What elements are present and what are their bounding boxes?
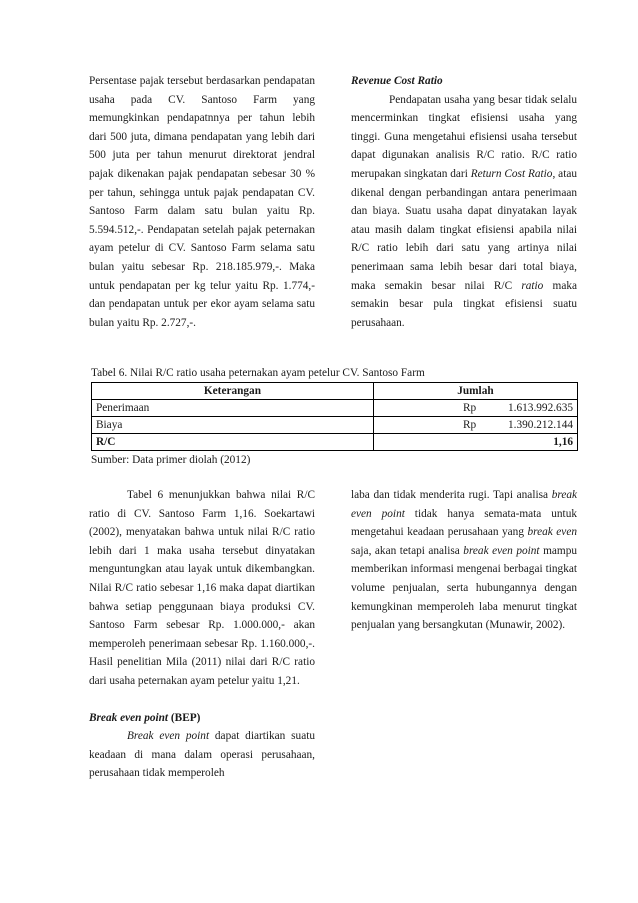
- bep-text: dapat diartikan suatu keadaan di mana dalam operasi perusahaan, perusahaan tidak memperoleh: [89, 730, 315, 780]
- tax-paragraph: Persentase pajak tersebut berdasarkan pendapatan usaha pada CV. Santoso Farm yang memungkinkan pendapatnnya per tahun lebih dari 500 juta, dimana pendapatan yang lebih dari 500 juta per tahun menurut direktorat jendral pajak dikenakan pajak pendapatan sebesar 30 % per tahun, sehingga untuk pajak pendapatan CV. Santoso Farm dalam satu bulan yaitu Rp. 5.594.512,-. Pendapatan setelah pajak peternakan ayam petelur di CV. Santoso Farm selama satu bulan yaitu sebesar Rp. 218.185.979,-. Maka untuk pendapatan per kg telur yaitu Rp. 1.774,- dan pendapatan untuk per ekor ayam selama satu bulan yaitu Rp. 2.727,-.: [89, 75, 315, 329]
- row-currency: Rp: [463, 402, 477, 414]
- table-header-row: [92, 383, 578, 400]
- bep-heading-abbrev: (BEP): [168, 711, 201, 724]
- left-column-top: [89, 72, 315, 332]
- bep-heading-term: Break even point: [89, 711, 169, 724]
- table-source: Sumber: Data primer diolah (2012): [91, 454, 251, 466]
- bep-cont-em-2: break even: [527, 526, 577, 539]
- table-row: [92, 417, 578, 434]
- bep-term: Break even point: [127, 730, 210, 743]
- row-currency: Rp: [463, 419, 477, 431]
- table-caption: Tabel 6. Nilai R/C ratio usaha peternakan ayam petelur CV. Santoso Farm: [91, 367, 425, 379]
- bep-cont-em-3: break even point: [463, 544, 540, 557]
- rc-text-1: Pendapatan usaha yang besar tidak selalu mencerminkan tingkat efisiensi usaha yang tinggi. Guna mengetahui efisiensi usaha tersebut dapat digunakan analisis R/C ratio. R/C ratio merupakan singkatan dari: [351, 93, 577, 180]
- right-column-top: [351, 72, 577, 332]
- bep-cont-em-1: break even point: [351, 489, 577, 520]
- bep-cont-text-4: mampu memberikan informasi mengenai berbagai tingkat volume penjualan, serta hubungannya dengan kemungkinan memperoleh laba menurut tingkat penjualan yang bersangkutan (Munawir, 2002).: [351, 544, 577, 632]
- bep-heading: [89, 709, 315, 728]
- rc-interpretation-paragraph: Tabel 6 menunjukkan bahwa nilai R/C ratio di CV. Santoso Farm 1,16. Soekartawi (2002), menyatakan bahwa untuk nilai R/C ratio lebih dari 1 maka usaha tersebut dinyatakan menguntungkan atau layak untuk dikembangkan. Nilai R/C ratio sebesar 1,16 maka dapat diartikan bahwa setiap penggunaan biaya produksi CV. Santoso Farm sebesar Rp. 1.000.000,- akan memperoleh penerimaan sebesar Rp. 1.160.000,-. Hasil penelitian Mila (2011) nilai dari R/C ratio dari usaha peternakan ayam petelur yaitu 1,21.: [89, 489, 315, 687]
- row-label: Biaya: [92, 417, 374, 434]
- bep-cont-text-1: laba dan tidak menderita rugi. Tapi analisa: [351, 489, 552, 501]
- rc-text-3: maka semakin besar pula tingkat efisiensi suatu perusahaan.: [351, 279, 577, 329]
- bep-continuation-paragraph: [351, 486, 577, 635]
- table-row: [92, 400, 578, 417]
- bep-cont-text-3: saja, akan tetapi analisa: [351, 544, 464, 557]
- bep-cont-text-2: tidak hanya semata-mata untuk mengetahui keadaan perusahaan yang: [351, 507, 577, 539]
- bep-paragraph: [89, 727, 315, 783]
- row-amount: 1,16: [553, 436, 573, 448]
- header-keterangan: Keterangan: [92, 383, 374, 400]
- rc-term-return-cost-ratio: Return Cost Ratio: [470, 167, 553, 180]
- row-label: Penerimaan: [92, 400, 374, 417]
- right-column-bottom: [351, 486, 577, 635]
- header-jumlah: Jumlah: [373, 383, 577, 400]
- row-amount: 1.390.212.144: [508, 419, 573, 431]
- row-amount: 1.613.992.635: [508, 402, 573, 414]
- left-column-bottom: [89, 486, 315, 783]
- row-currency: [463, 434, 491, 450]
- row-label: R/C: [92, 434, 374, 451]
- rc-term-ratio: ratio: [521, 279, 544, 292]
- rc-ratio-table: [91, 382, 578, 451]
- table-row-total: [92, 434, 578, 451]
- rc-ratio-paragraph: [351, 91, 577, 333]
- rc-text-2: , atau dikenal dengan perbandingan antara penerimaan dan biaya. Suatu usaha dapat dinyatakan layak atau masih dalam tingkat efisiensi apabila nilai R/C ratio lebih dari satu yang artinya nilai penerimaan sama lebih besar dari total biaya, maka semakin besar nilai R/C: [351, 167, 578, 292]
- rc-ratio-heading: Revenue Cost Ratio: [351, 75, 443, 87]
